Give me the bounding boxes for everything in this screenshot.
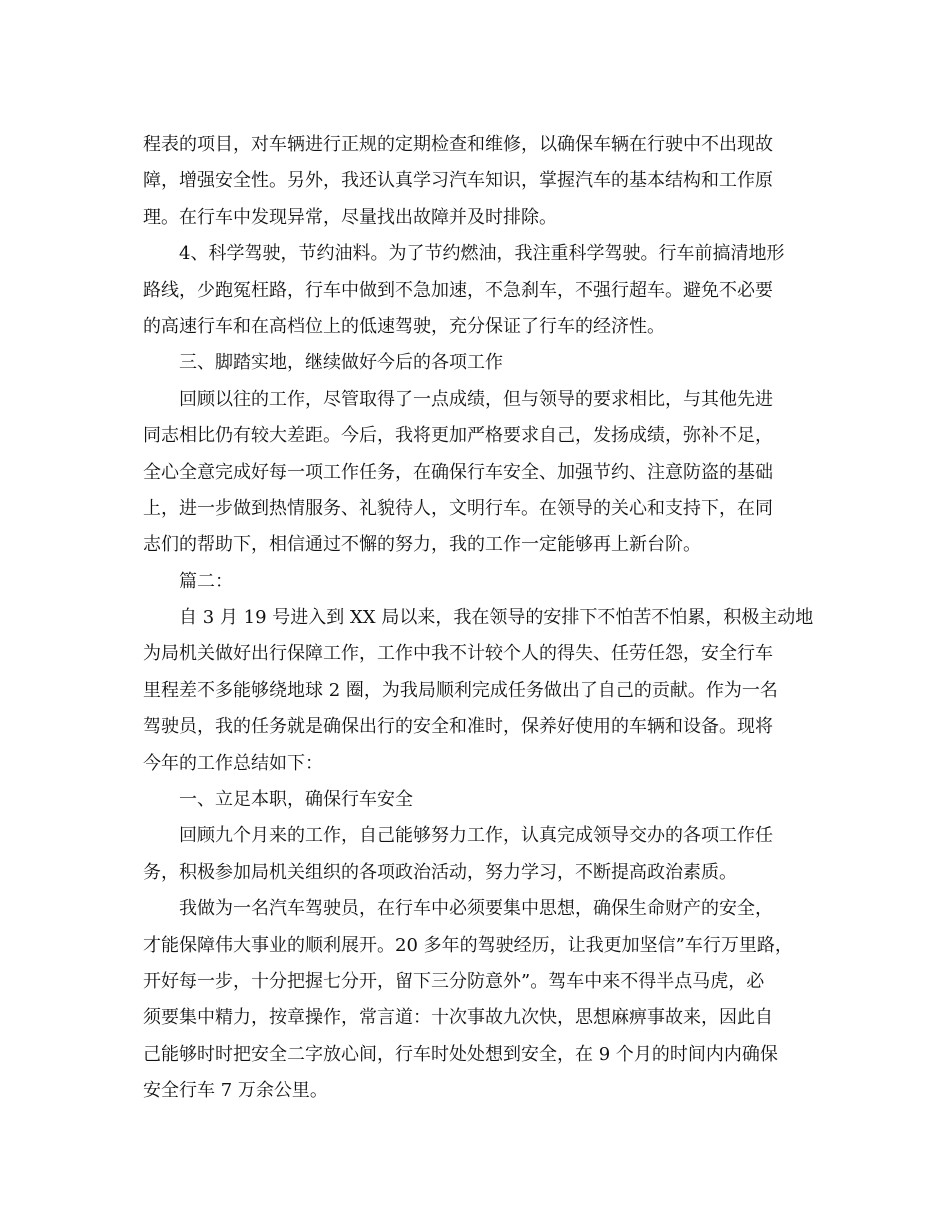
text-line: 安全行车 7 万余公里。 bbox=[143, 1080, 328, 1102]
text-line: 己能够时时把安全二字放心间，行车时处处想到安全，在 9 个月的时间内内确保 bbox=[143, 1043, 778, 1065]
text-line: 须要集中精力，按章操作，常言道：十次事故九次快，思想麻痹事故来，因此自 bbox=[143, 1007, 773, 1029]
text-line: 志们的帮助下，相信通过不懈的努力，我的工作一定能够再上新台阶。 bbox=[143, 534, 701, 556]
text-line: 4、科学驾驶，节约油料。为了节约燃油，我注重科学驾驶。行车前搞清地形 bbox=[179, 243, 785, 265]
text-line: 为局机关做好出行保障工作，工作中我不计较个人的得失、任劳任怨，安全行车 bbox=[143, 643, 773, 665]
text-line: 回顾以往的工作，尽管取得了一点成绩，但与领导的要求相比，与其他先进 bbox=[179, 388, 773, 410]
text-line: 一、立足本职，确保行车安全 bbox=[179, 789, 413, 811]
text-line: 里程差不多能够绕地球 2 圈，为我局顺利完成任务做出了自己的贡献。作为一名 bbox=[143, 679, 778, 701]
text-line: 障，增强安全性。另外，我还认真学习汽车知识，掌握汽车的基本结构和工作原 bbox=[143, 170, 773, 192]
text-line: 我做为一名汽车驾驶员，在行车中必须要集中思想，确保生命财产的安全， bbox=[179, 898, 773, 920]
text-line: 驾驶员，我的任务就是确保出行的安全和准时，保养好使用的车辆和设备。现将 bbox=[143, 716, 773, 738]
text-line: 开好每一步，十分把握七分开，留下三分防意外”。驾车中来不得半点马虎，必 bbox=[143, 970, 765, 992]
text-line: 回顾九个月来的工作，自己能够努力工作，认真完成领导交办的各项工作任 bbox=[179, 825, 773, 847]
text-line: 理。在行车中发现异常，尽量找出故障并及时排除。 bbox=[143, 206, 557, 228]
text-line: 的高速行车和在高档位上的低速驾驶，充分保证了行车的经济性。 bbox=[143, 315, 665, 337]
document-body bbox=[143, 127, 814, 1110]
text-line: 同志相比仍有较大差距。今后，我将更加严格要求自己，发扬成绩，弥补不足， bbox=[143, 425, 773, 447]
text-line: 路线，少跑冤枉路，行车中做到不急加速，不急刹车，不强行超车。避免不必要 bbox=[143, 279, 773, 301]
text-line: 程表的项目，对车辆进行正规的定期检查和维修，以确保车辆在行驶中不出现故 bbox=[143, 134, 773, 155]
text-line: 篇二： bbox=[179, 570, 233, 592]
text-line: 三、脚踏实地，继续做好今后的各项工作 bbox=[179, 352, 503, 374]
text-line: 自 3 月 19 号进入到 XX 局以来，我在领导的安排下不怕苦不怕累，积极主动地 bbox=[179, 607, 814, 629]
text-line: 全心全意完成好每一项工作任务，在确保行车安全、加强节约、注意防盗的基础 bbox=[143, 461, 773, 483]
text-line: 今年的工作总结如下： bbox=[143, 752, 323, 774]
text-line: 务，积极参加局机关组织的各项政治活动，努力学习，不断提高政治素质。 bbox=[143, 861, 737, 883]
text-line: 上，进一步做到热情服务、礼貌待人，文明行车。在领导的关心和支持下，在同 bbox=[143, 497, 773, 519]
text-line: 才能保障伟大事业的顺利展开。20 多年的驾驶经历，让我更加坚信”车行万里路， bbox=[143, 934, 793, 956]
